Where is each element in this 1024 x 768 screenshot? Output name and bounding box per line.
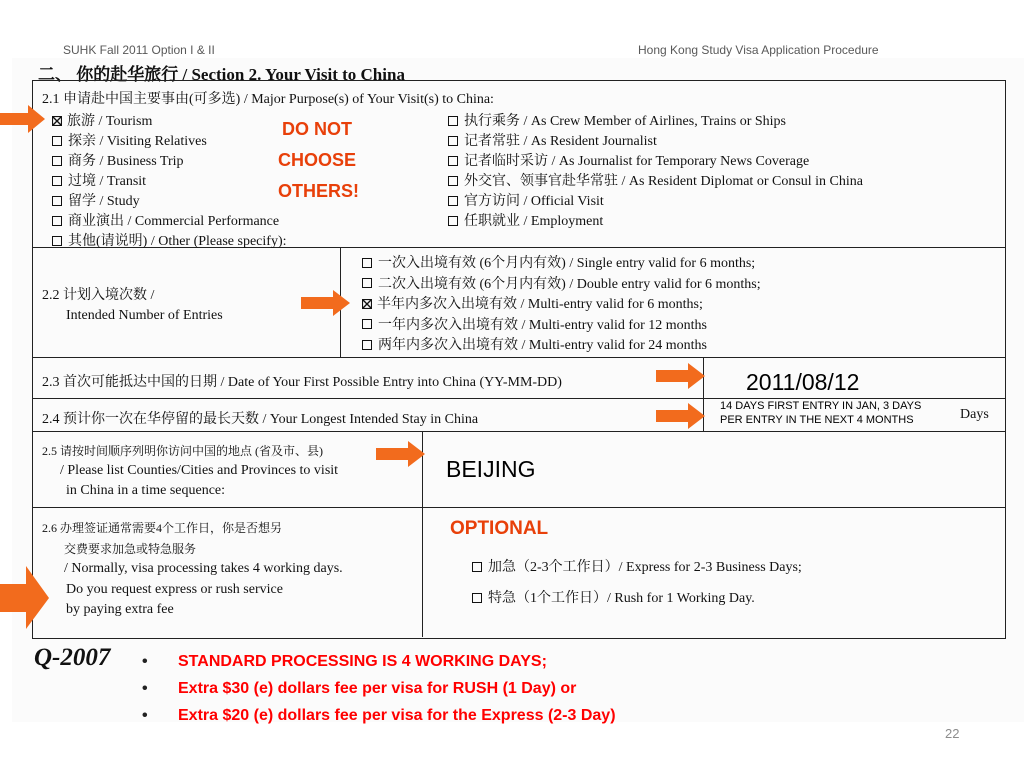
do-not-choose-annotation: DO NOT CHOOSE OTHERS! [278,119,359,201]
days-unit-label: Days [960,407,989,422]
q21-right-options [448,112,863,232]
arrow-right-icon [0,104,46,134]
section-title: 二、 你的赴华旅行 / Section 2. Your Visit to China [38,65,405,84]
checkbox-icon [52,236,62,246]
checkbox-icon [448,196,458,206]
arrow-right-icon [656,362,706,390]
option-resident-journalist[interactable]: 记者常驻 / As Resident Journalist [448,132,863,152]
option-business-trip[interactable]: 商务 / Business Trip [52,152,287,172]
checkbox-icon [52,196,62,206]
divider-24 [32,431,1006,432]
page-number: 22 [945,726,960,741]
q22-label: 2.2 计划入境次数 / Intended Number of Entries [42,288,223,323]
checkbox-icon [52,136,62,146]
bullet-rush-fee: • Extra $30 (e) dollars fee per visa for RUSH (1 Day) or [142,680,577,697]
checkbox-icon [362,258,372,268]
checkbox-icon [448,176,458,186]
checkbox-icon [448,216,458,226]
divider-25 [32,507,1006,508]
option-multi-24-months[interactable]: 两年内多次入出境有效 / Multi-entry valid for 24 months [362,336,761,357]
arrow-right-icon [301,289,351,317]
option-employment[interactable]: 任职就业 / Employment [448,212,863,232]
q24-label: 2.4 预计你一次在华停留的最长天数 / Your Longest Intended Stay in China [42,412,479,427]
divider-22 [32,357,1006,358]
q25-label: 2.5 请按时间顺序列明你访问中国的地点 (省及市、县) / Please list Counties/Cities and Provinces to visit in China in a time sequence: [42,444,339,498]
option-visiting-relatives[interactable]: 探亲 / Visiting Relatives [52,132,287,152]
places-to-visit-value[interactable]: BEIJING [446,456,536,482]
arrow-right-icon [376,440,426,468]
option-crew-member[interactable]: 执行乘务 / As Crew Member of Airlines, Trains or Ships [448,112,863,132]
form-id: Q-2007 [34,644,111,671]
option-study[interactable]: 留学 / Study [52,192,287,212]
option-tourism[interactable]: 旅游 / Tourism [52,112,287,132]
checkbox-icon [52,216,62,226]
checkbox-icon [448,136,458,146]
option-double-entry[interactable]: 二次入出境有效 (6个月内有效) / Double entry valid for 6 months; [362,275,761,296]
optional-annotation: OPTIONAL [450,518,549,539]
checked-box-icon [52,116,62,126]
checkbox-icon [448,116,458,126]
q23-label: 2.3 首次可能抵达中国的日期 / Date of Your First Possible Entry into China (YY-MM-DD) [42,375,562,390]
checked-box-icon [362,299,372,309]
bullet-standard-processing: • STANDARD PROCESSING IS 4 WORKING DAYS; [142,653,547,670]
option-multi-12-months[interactable]: 一年内多次入出境有效 / Multi-entry valid for 12 months [362,316,761,337]
q26-label: 2.6 办理签证通常需要4个工作日，你是否想另 交费要求加急或特急服务 / Normally, visa processing takes 4 working days. Do you request express or rush service by paying extra fee [42,521,343,617]
stay-duration-note[interactable]: 14 DAYS FIRST ENTRY IN JAN, 3 DAYS PER ENTRY IN THE NEXT 4 MONTHS [720,400,922,426]
option-single-entry[interactable]: 一次入出境有效 (6个月内有效) / Single entry valid for 6 months; [362,254,761,275]
arrow-right-icon [0,566,50,630]
checkbox-icon [362,278,372,288]
checkbox-icon [362,340,372,350]
slide-header-left: SUHK Fall 2011 Option I & II [63,43,215,57]
option-temporary-journalist[interactable]: 记者临时采访 / As Journalist for Temporary News Coverage [448,152,863,172]
option-diplomat[interactable]: 外交官、领事官赴华常驻 / As Resident Diplomat or Consul in China [448,172,863,192]
option-official-visit[interactable]: 官方访问 / Official Visit [448,192,863,212]
checkbox-icon [52,156,62,166]
q26-options [472,552,802,614]
option-other[interactable]: 其他(请说明) / Other (Please specify): [52,232,287,252]
checkbox-icon [362,319,372,329]
checkbox-icon [448,156,458,166]
bullet-express-fee: • Extra $20 (e) dollars fee per visa for the Express (2-3 Day) [142,707,616,724]
first-entry-date-value[interactable]: 2011/08/12 [746,369,860,395]
slide-header-right: Hong Kong Study Visa Application Procedure [638,43,879,57]
option-express[interactable]: 加急（2-3个工作日）/ Express for 2-3 Business Days; [472,552,802,583]
option-rush[interactable]: 特急（1个工作日）/ Rush for 1 Working Day. [472,583,802,614]
option-commercial-performance[interactable]: 商业演出 / Commercial Performance [52,212,287,232]
q22-options [362,254,761,357]
option-multi-6-months[interactable]: 半年内多次入出境有效 / Multi-entry valid for 6 months; [362,295,761,316]
q21-left-options [52,112,287,252]
checkbox-icon [472,593,482,603]
q21-title: 2.1 申请赴中国主要事由(可多选) / Major Purpose(s) of Your Visit(s) to China: [42,92,494,107]
option-transit[interactable]: 过境 / Transit [52,172,287,192]
checkbox-icon [472,562,482,572]
checkbox-icon [52,176,62,186]
arrow-right-icon [656,402,706,430]
